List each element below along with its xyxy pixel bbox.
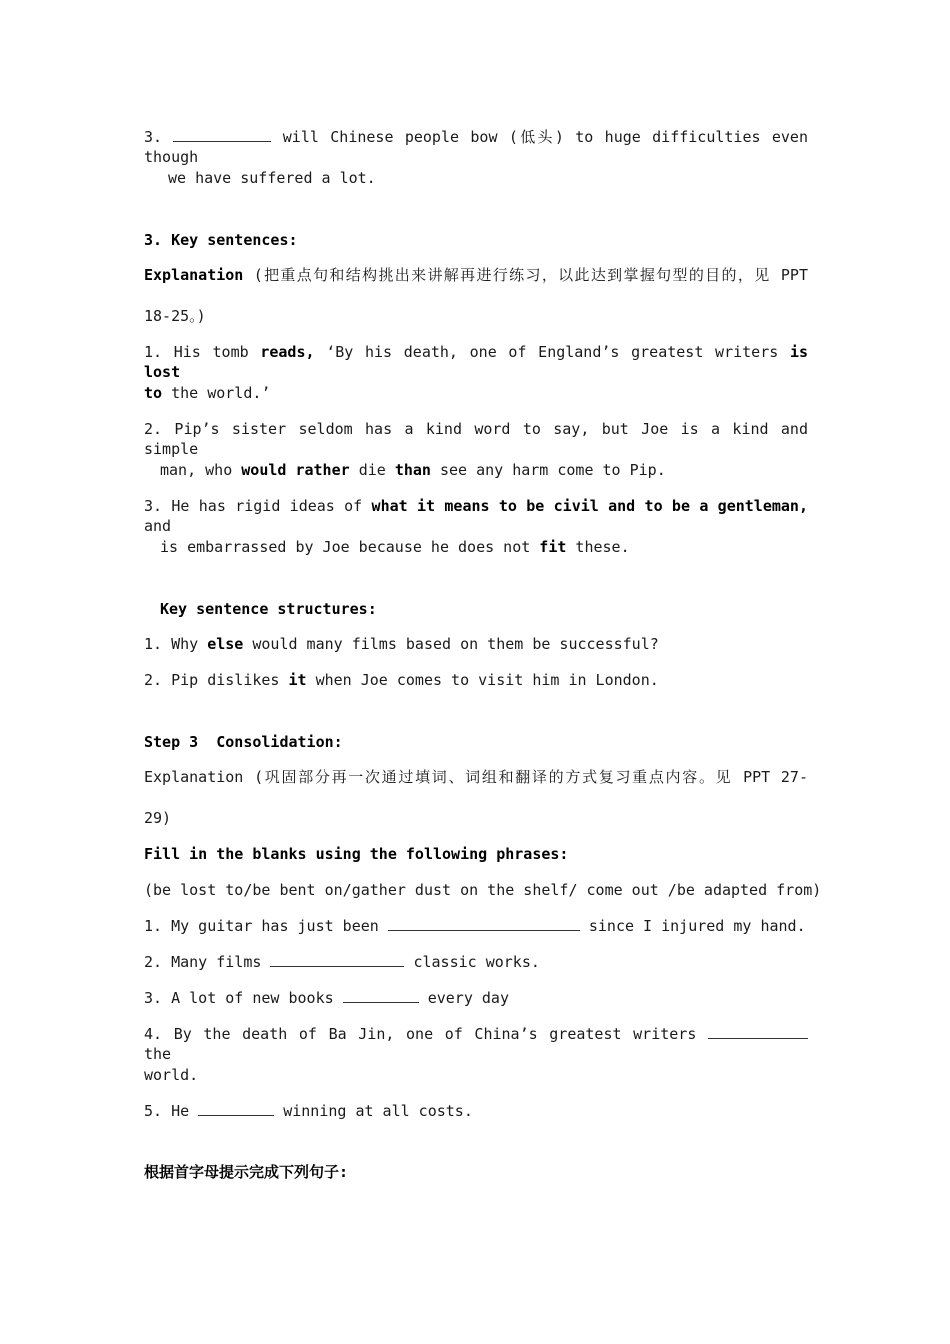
- fill-question-5: [144, 1101, 808, 1121]
- fill-question-4-continuation: world.: [144, 1066, 199, 1084]
- sentence-keyword: to: [144, 384, 163, 402]
- sentence-text: see any harm come to Pip.: [439, 461, 666, 479]
- explanation-continuation: 18-25。): [144, 307, 206, 325]
- key-sentences-heading: 3. Key sentences:: [144, 231, 298, 249]
- sentence-text: man, who: [160, 461, 233, 479]
- item-3-continuation: we have suffered a lot.: [168, 169, 376, 187]
- sentence-keyword: fit: [539, 538, 567, 556]
- explanation-text: (把重点句和结构挑出来讲解再进行练习，以此达到掌握句型的目的，见 PPT: [253, 266, 808, 284]
- answer-blank: [388, 916, 580, 931]
- structure-1: [144, 634, 808, 654]
- fill-question-2: [144, 952, 808, 972]
- fill-question-1: [144, 916, 808, 936]
- fill-blanks-heading: Fill in the blanks using the following phrases:: [144, 845, 569, 863]
- structure-2: [144, 670, 808, 690]
- sentence-text: and: [144, 517, 172, 535]
- phrase-list: (be lost to/be bent on/gather dust on the shelf/ come out /be adapted from): [144, 881, 822, 899]
- sentence-keyword: than: [394, 461, 431, 479]
- key-sentence-3-continuation: [160, 537, 808, 557]
- sentence-text: 1. Why: [144, 635, 199, 653]
- key-sentence-1: [144, 342, 808, 382]
- step3-explanation: Explanation (巩固部分再一次通过填词、词组和翻译的方式复习重点内容。见 PPT 27-: [144, 768, 808, 786]
- answer-blank: [173, 127, 271, 142]
- fill-question-4: [144, 1024, 808, 1064]
- sentence-keyword: would rather: [241, 461, 350, 479]
- answer-blank: [708, 1024, 808, 1039]
- key-sentence-2: 2. Pip’s sister seldom has a kind word to say, but Joe is a kind and simple: [144, 420, 808, 458]
- item-text: will Chinese people bow (低头) to huge difficulties even though: [144, 128, 808, 166]
- sentence-keyword: it: [288, 671, 307, 689]
- question-text: every day: [427, 989, 509, 1007]
- sentence-text: the world.’: [171, 384, 271, 402]
- question-text: 2. Many films: [144, 953, 262, 971]
- item-number: 3.: [144, 128, 163, 146]
- answer-blank: [198, 1101, 274, 1116]
- key-sentence-3: [144, 496, 808, 536]
- step3-explanation-continuation: 29): [144, 809, 172, 827]
- answer-blank: [343, 988, 419, 1003]
- sentence-text: when Joe comes to visit him in London.: [315, 671, 659, 689]
- sentence-text: 1. His tomb: [144, 343, 249, 361]
- question-text: 1. My guitar has just been: [144, 917, 379, 935]
- question-text: since I injured my hand.: [588, 917, 806, 935]
- key-sentence-1-continuation: [144, 383, 808, 403]
- question-text: 3. A lot of new books: [144, 989, 334, 1007]
- sentence-text: 2. Pip dislikes: [144, 671, 280, 689]
- explanation-label: Explanation: [144, 266, 244, 284]
- sentence-keyword: else: [207, 635, 244, 653]
- question-text: winning at all costs.: [283, 1102, 473, 1120]
- question-text: the: [144, 1045, 172, 1063]
- sentence-keyword: what it means to be civil and to be a gentleman,: [371, 497, 808, 515]
- exercise-item-3: [144, 127, 808, 167]
- structures-heading: Key sentence structures:: [160, 600, 377, 618]
- fill-question-3: [144, 988, 808, 1008]
- question-text: 4. By the death of Ba Jin, one of China’s greatest writers: [144, 1025, 697, 1043]
- sentence-text: ‘By his death, one of England’s greatest writers: [326, 343, 779, 361]
- sentence-text: these.: [575, 538, 630, 556]
- key-sentences-explanation: [144, 265, 808, 285]
- sentence-keyword: is lost: [144, 343, 809, 381]
- question-text: 5. He: [144, 1102, 190, 1120]
- sentence-text: would many films based on them be successful?: [252, 635, 659, 653]
- sentence-text: is embarrassed by Joe because he does not: [160, 538, 531, 556]
- sentence-keyword: reads,: [260, 343, 315, 361]
- sentence-text: 3. He has rigid ideas of: [144, 497, 363, 515]
- sentence-text: die: [358, 461, 386, 479]
- key-sentence-2-continuation: [160, 460, 808, 480]
- initial-letter-heading: 根据首字母提示完成下列句子:: [144, 1163, 349, 1181]
- question-text: classic works.: [413, 953, 540, 971]
- step3-heading: Step 3 Consolidation:: [144, 733, 343, 751]
- answer-blank: [270, 952, 404, 967]
